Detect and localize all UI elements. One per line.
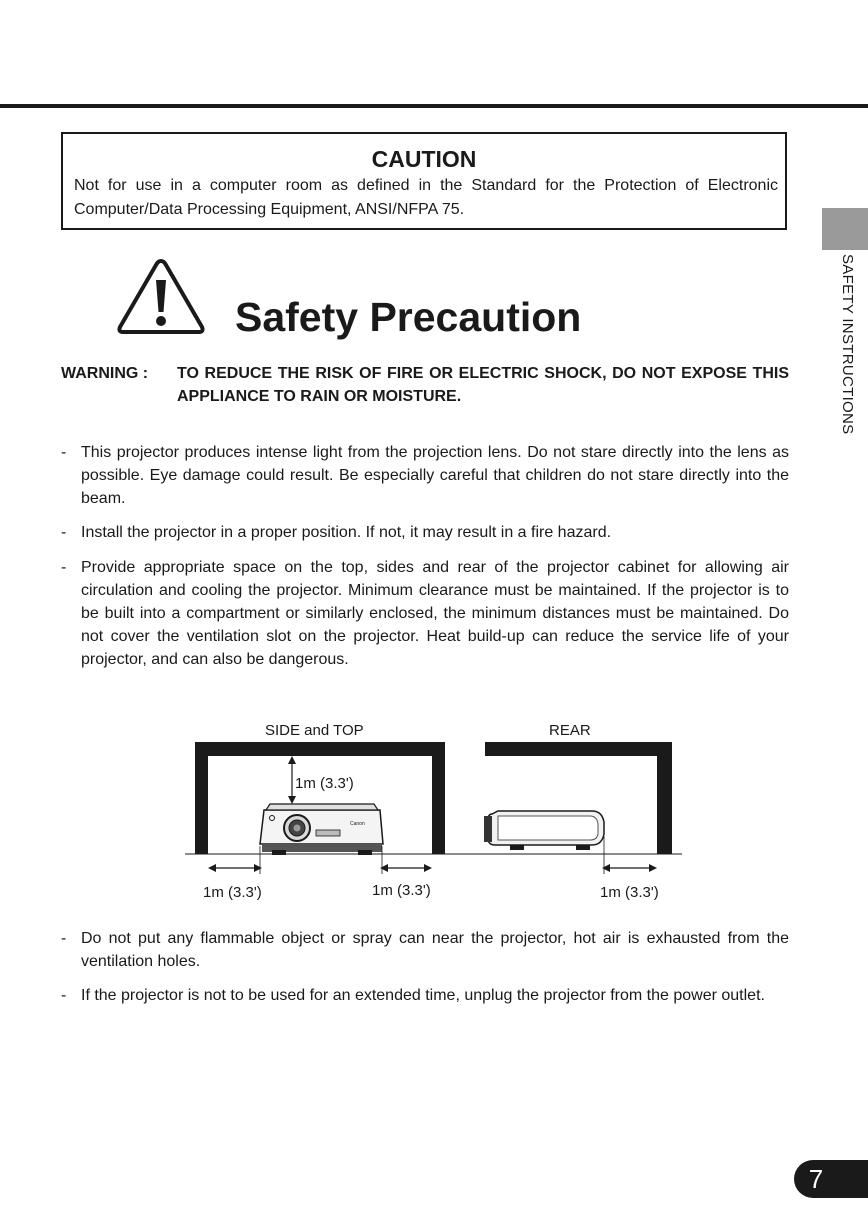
- brand-mark: Canon: [350, 821, 365, 827]
- rear-clearance-arrow: [602, 836, 657, 874]
- caution-title: CAUTION: [371, 146, 477, 172]
- left-clearance-label: 1m (3.3'): [203, 884, 262, 901]
- warning-text: TO REDUCE THE RISK OF FIRE OR ELECTRIC SHOCK, DO NOT EXPOSE THIS APPLIANCE TO RAIN OR MOISTURE.: [177, 365, 789, 405]
- section-tab-marker: [822, 208, 868, 250]
- bullet-dash: -: [61, 559, 67, 576]
- list-item-text: Provide appropriate space on the top, sides and rear of the projector cabinet for allowing air circulation and cooling the projector. Minimum clearance must be maintained. If the projector is to be built into a compartment or similarly enclosed, the minimum distances must be maintained. Do not cover the ventilation slot on the projector. Heat build-up can reduce the service life of your projector, and can also be dangerous.: [81, 559, 789, 668]
- list-item-text: If the projector is not to be used for an extended time, unplug the projector from the power outlet.: [81, 987, 765, 1004]
- clearance-diagram-drawing: [180, 718, 690, 908]
- left-clearance-arrow: [208, 846, 262, 874]
- projector-side-view: [484, 811, 604, 850]
- bullet-dash: -: [61, 444, 67, 461]
- bullet-dash: -: [61, 930, 67, 947]
- caution-box: [61, 132, 787, 230]
- page-number: 7: [808, 1164, 824, 1194]
- warning-label: WARNING :: [61, 365, 149, 382]
- section-tab-label: SAFETY INSTRUCTIONS: [839, 254, 856, 435]
- right-clearance-arrow: [380, 846, 432, 874]
- bullet-dash: -: [61, 987, 67, 1004]
- list-item-text: Install the projector in a proper position. If not, it may result in a fire hazard.: [81, 524, 612, 541]
- top-clearance-label: 1m (3.3'): [295, 775, 354, 792]
- page-title: Safety Precaution: [235, 294, 582, 340]
- rear-clearance-label: 1m (3.3'): [600, 884, 659, 901]
- top-rule: [0, 104, 868, 108]
- right-clearance-label: 1m (3.3'): [372, 882, 431, 899]
- caution-text: Not for use in a computer room as defined in the Standard for the Protection of Electronic Computer/Data Processing Equipment, ANSI/NFPA 75.: [74, 177, 778, 218]
- clearance-diagram: [180, 718, 690, 908]
- warning-triangle-icon: [116, 256, 206, 336]
- list-item-text: Do not put any flammable object or spray can near the projector, hot air is exhausted from the ventilation holes.: [81, 930, 789, 970]
- list-item-text: This projector produces intense light from the projection lens. Do not stare directly into the lens as possible. Eye damage could result. Be especially careful that children do not stare directly into the beam.: [81, 444, 789, 507]
- bullet-dash: -: [61, 524, 67, 541]
- projector-front-view: [260, 804, 383, 855]
- rear-label: REAR: [549, 722, 591, 739]
- side-top-label: SIDE and TOP: [265, 722, 364, 739]
